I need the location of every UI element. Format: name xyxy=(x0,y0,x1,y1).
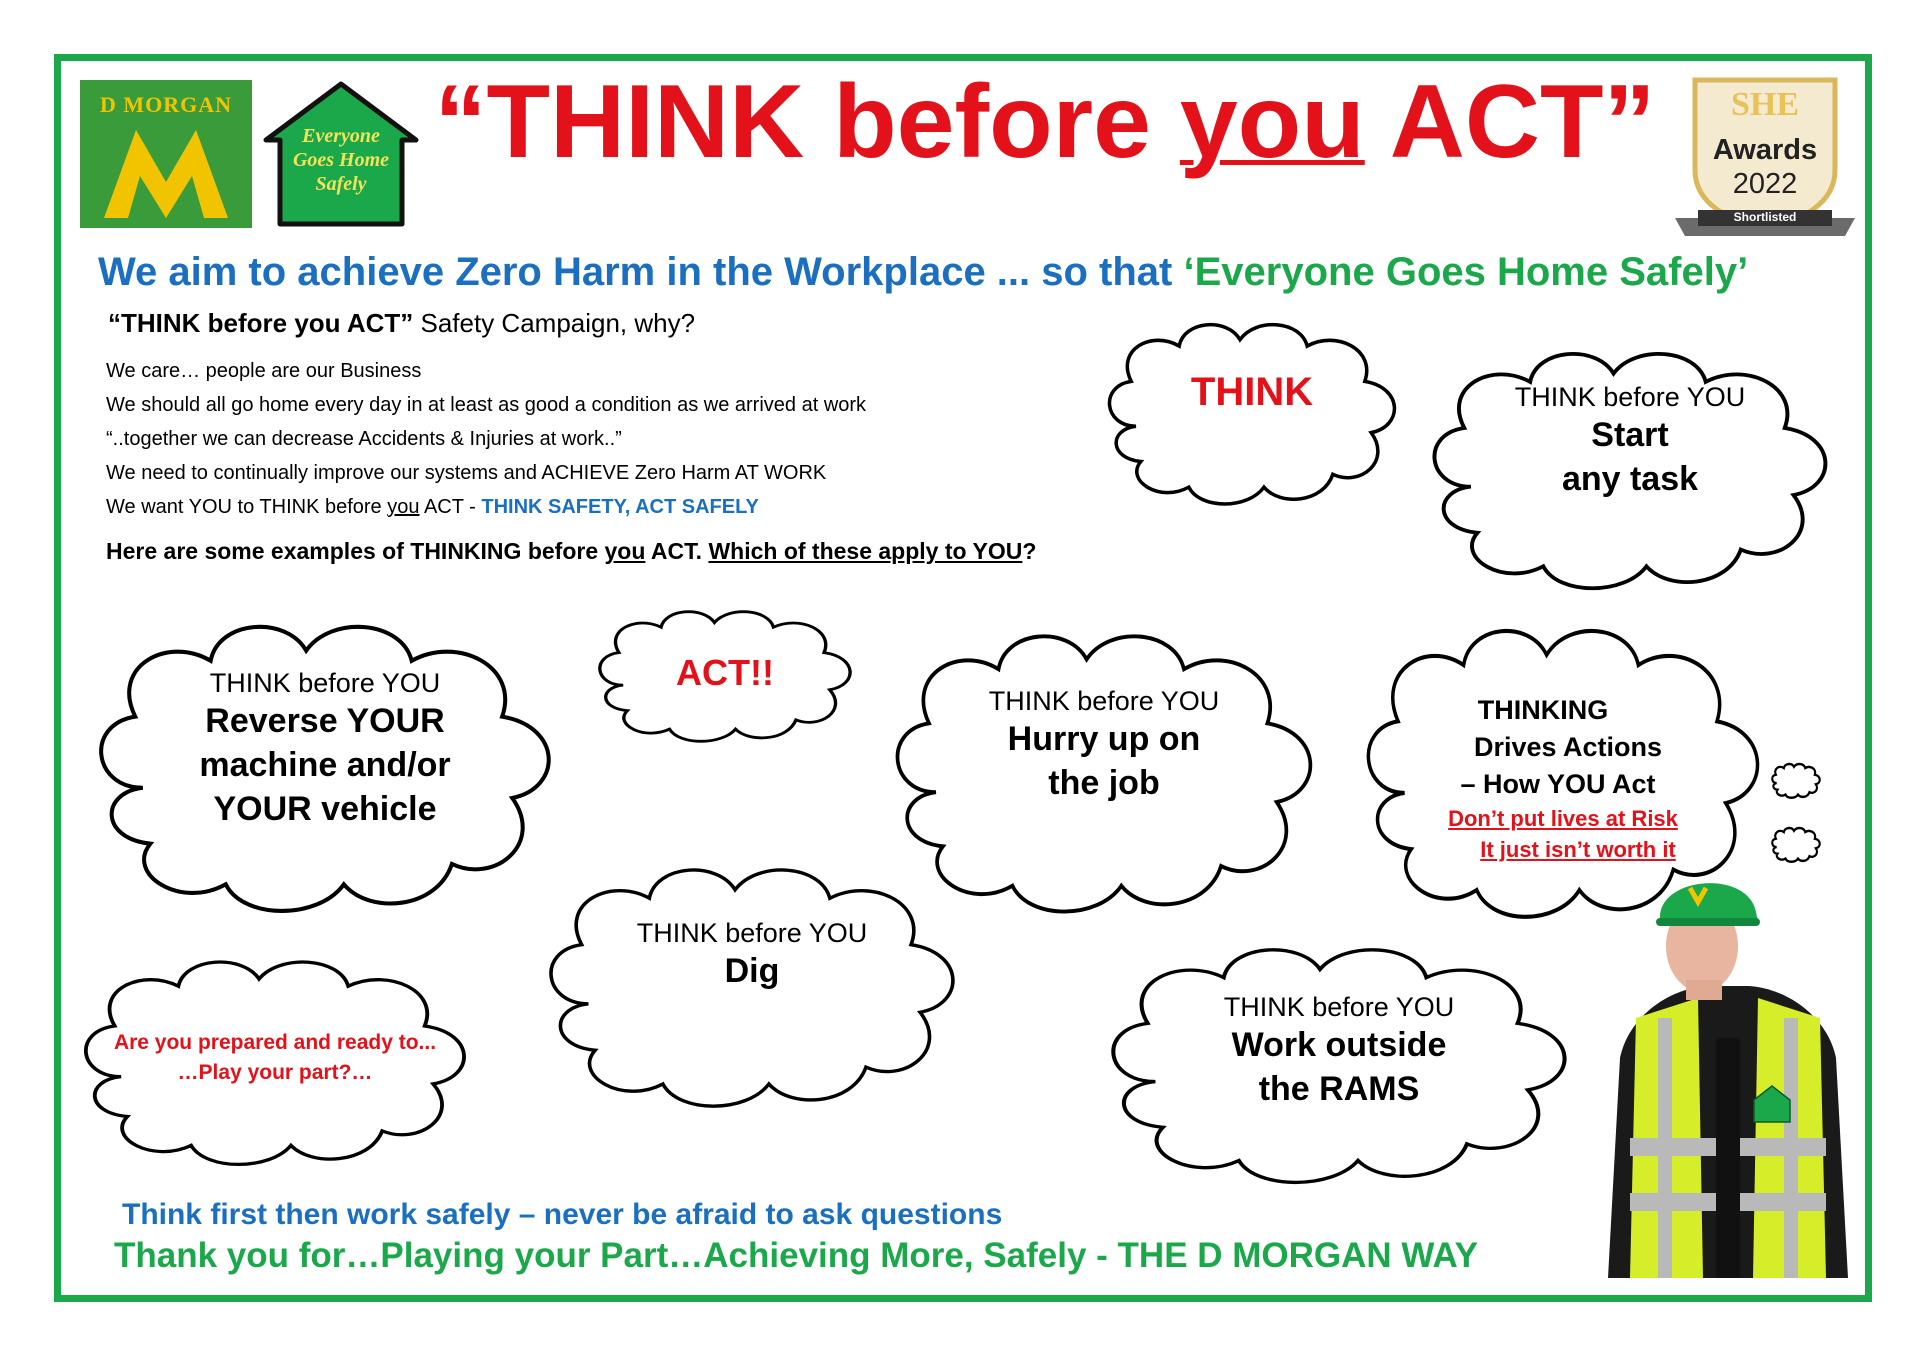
reason-item: We need to continually improve our systems and ACHIEVE Zero Harm AT WORK xyxy=(106,462,827,484)
start-cloud-text: THINK before YOU Start any task xyxy=(1514,382,1746,498)
thought-bubble-small-1 xyxy=(1770,762,1822,800)
aim-statement: We aim to achieve Zero Harm in the Workplace ... so that ‘Everyone Goes Home Safely’ xyxy=(98,250,1749,294)
dig-cloud-text: THINK before YOU Dig xyxy=(636,918,868,990)
reason-item: “..together we can decrease Accidents & Injuries at work..” xyxy=(106,428,622,450)
reason-item: We care… people are our Business xyxy=(106,360,422,382)
thinking-cloud-text: THINKING Drives Actions – How YOU Act Don’t put lives at Risk It just isn’t worth it xyxy=(1448,695,1678,862)
rams-cloud-text: THINK before YOU Work outside the RAMS xyxy=(1223,992,1455,1108)
badge-year: 2022 xyxy=(1732,168,1798,200)
thought-bubble-small-2 xyxy=(1770,826,1822,864)
reasons-list xyxy=(106,354,866,524)
footer-advice: Think first then work safely – never be afraid to ask questions xyxy=(122,1198,1003,1231)
reason-item: We want YOU to THINK before you ACT - THINK SAFETY, ACT SAFELY xyxy=(106,496,759,518)
she-awards-badge xyxy=(1670,70,1860,240)
act-cloud-text: ACT!! xyxy=(676,652,774,693)
think-cloud xyxy=(1096,314,1408,516)
prepared-cloud-text: Are you prepared and ready to... …Play your part?… xyxy=(113,1031,437,1084)
house-text: Everyone Goes Home Safely xyxy=(292,125,390,195)
badge-ribbon: Shortlisted xyxy=(1733,210,1797,224)
reason-item: We should all go home every day in at least as good a condition as we arrived at work xyxy=(106,394,867,416)
everyone-goes-home-logo xyxy=(256,80,426,228)
campaign-heading: “THINK before you ACT” Safety Campaign, why? xyxy=(108,308,696,338)
worker-photo xyxy=(1598,868,1858,1278)
footer-thanks: Thank you for…Playing your Part…Achieving More, Safely - THE D MORGAN WAY xyxy=(114,1236,1478,1275)
examples-prompt: Here are some examples of THINKING before you ACT. Which of these apply to YOU? xyxy=(106,538,1037,564)
reverse-cloud-text: THINK before YOU Reverse YOUR machine and/or YOUR vehicle xyxy=(199,668,451,828)
think-cloud-text: THINK xyxy=(1190,370,1314,414)
d-morgan-logo xyxy=(80,80,252,228)
page-title: “THINK before you ACT” xyxy=(434,64,1656,180)
m-logo-icon xyxy=(96,120,236,220)
badge-she: SHE xyxy=(1730,86,1800,123)
logo-name: D MORGAN xyxy=(99,92,233,117)
badge-awards: Awards xyxy=(1712,134,1818,166)
hurry-cloud-text: THINK before YOU Hurry up on the job xyxy=(988,686,1220,802)
